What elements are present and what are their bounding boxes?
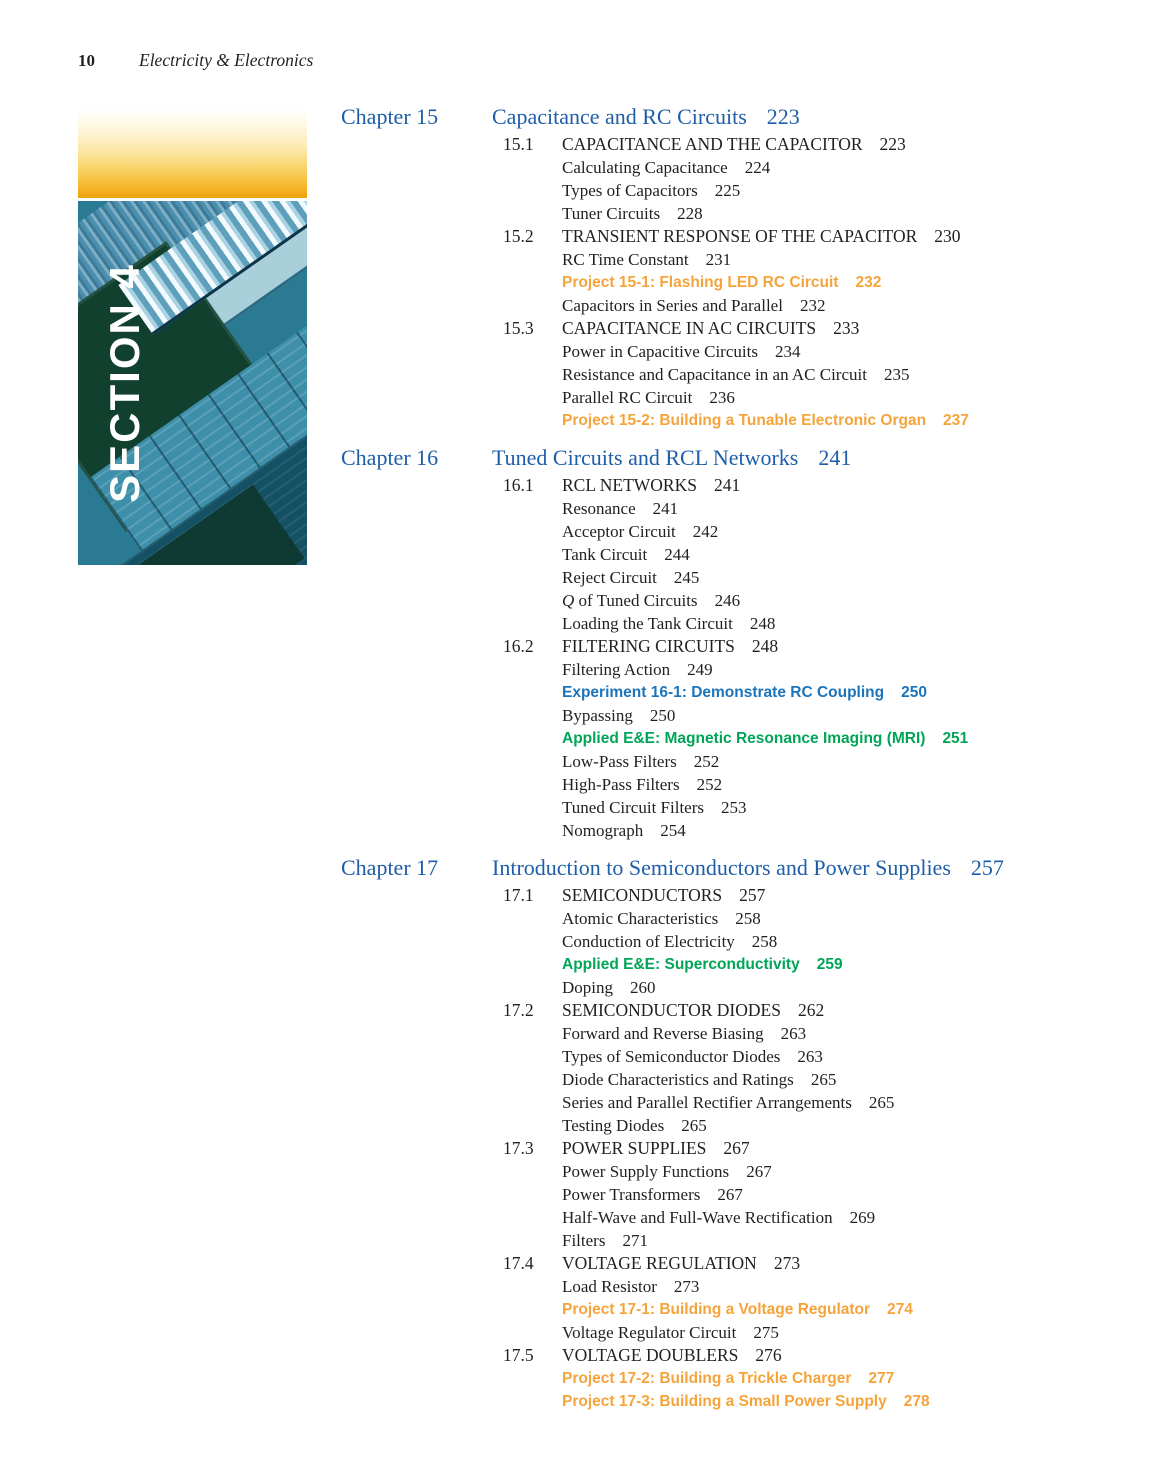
entry-title: RC Time Constant <box>562 250 689 269</box>
toc-entry <box>503 1321 1141 1344</box>
entry-title: Project 15-1: Flashing LED RC Circuit <box>562 274 839 291</box>
entry-page: 267 <box>717 1185 743 1204</box>
toc-entry <box>503 930 1141 953</box>
entry-page: 246 <box>714 591 741 610</box>
entry-title: POWER SUPPLIES <box>562 1138 707 1158</box>
entry-title: SEMICONDUCTOR DIODES <box>562 1000 781 1020</box>
entry-number: 17.1 <box>503 885 534 905</box>
entry-page: 267 <box>746 1162 772 1181</box>
toc-entry <box>503 248 1141 271</box>
entry-page: 267 <box>723 1138 750 1158</box>
entry-page: 236 <box>709 388 735 407</box>
toc-entry <box>503 1390 1141 1413</box>
book-title: Electricity & Electronics <box>139 50 314 70</box>
entry-page: 225 <box>714 181 741 200</box>
entry-title: Power Transformers <box>562 1185 701 1204</box>
entry-number: 17.4 <box>503 1253 534 1273</box>
entry-title: Project 17-2: Building a Trickle Charger <box>562 1370 852 1387</box>
chapter-label: Chapter 15 <box>341 104 439 129</box>
entry-title: Conduction of Electricity <box>562 932 735 951</box>
chapter-label: Chapter 17 <box>341 855 439 880</box>
chapter-page: 257 <box>970 855 1004 880</box>
entry-title: Doping <box>562 978 613 997</box>
section-banner <box>78 110 307 565</box>
toc-entry <box>503 1344 1141 1367</box>
toc-entry <box>503 340 1141 363</box>
entry-title: CAPACITANCE AND THE CAPACITOR <box>562 134 863 154</box>
page-number: 10 <box>78 51 95 70</box>
entry-title: Voltage Regulator Circuit <box>562 1323 737 1342</box>
entry-page: 252 <box>696 775 723 794</box>
entry-number: 15.2 <box>503 226 534 246</box>
entry-title: Resistance and Capacitance in an AC Circuit <box>562 365 867 384</box>
entry-title: RCL NETWORKS <box>562 475 697 495</box>
toc-entry <box>503 750 1141 773</box>
entry-number: 17.3 <box>503 1138 534 1158</box>
toc-entry <box>503 133 1141 156</box>
entry-page: 273 <box>673 1277 700 1296</box>
entry-page: 273 <box>773 1253 801 1273</box>
entry-page: 223 <box>879 134 906 154</box>
toc-entry <box>503 589 1141 612</box>
entry-page: 276 <box>755 1345 782 1365</box>
entry-page: 245 <box>673 568 700 587</box>
entry-title: Series and Parallel Rectifier Arrangements <box>562 1093 852 1112</box>
toc-entry <box>503 317 1141 340</box>
entry-title: Acceptor Circuit <box>562 522 676 541</box>
entry-page: 269 <box>849 1208 876 1227</box>
toc-entry <box>503 1160 1141 1183</box>
entry-title: SEMICONDUCTORS <box>562 885 723 905</box>
toc-entry <box>503 497 1141 520</box>
entry-number: 17.2 <box>503 1000 534 1020</box>
toc-entry <box>503 520 1141 543</box>
entry-title: Nomograph <box>562 821 644 840</box>
entry-title: Load Resistor <box>562 1277 657 1296</box>
toc-entry <box>503 635 1141 658</box>
entry-page: 278 <box>903 1393 930 1410</box>
chapter-entries <box>341 133 1141 432</box>
entry-title: Tank Circuit <box>562 545 648 564</box>
entry-number: 15.3 <box>503 318 534 338</box>
chapter-heading <box>341 445 1141 471</box>
entry-title: Applied E&E: Magnetic Resonance Imaging (MRI) <box>562 730 926 747</box>
toc-entry <box>503 363 1141 386</box>
chapter-heading <box>341 104 1141 130</box>
toc-entry <box>503 1045 1141 1068</box>
toc-chapter <box>341 104 1141 432</box>
entry-page: 265 <box>681 1116 707 1135</box>
entry-page: 250 <box>649 706 676 725</box>
toc-entry <box>503 386 1141 409</box>
entry-page: 258 <box>735 909 761 928</box>
toc-entry <box>503 1298 1141 1321</box>
toc-entry <box>503 543 1141 566</box>
entry-title: VOLTAGE REGULATION <box>562 1253 757 1273</box>
entry-page: 231 <box>705 250 732 269</box>
entry-title: Low-Pass Filters <box>562 752 677 771</box>
toc-entry <box>503 225 1141 248</box>
entry-page: 250 <box>901 684 927 701</box>
toc-chapter <box>341 445 1141 842</box>
entry-page: 241 <box>652 499 679 518</box>
toc-entry <box>503 1229 1141 1252</box>
entry-page: 258 <box>751 932 778 951</box>
entry-title: Calculating Capacitance <box>562 158 728 177</box>
entry-title: Forward and Reverse Biasing <box>562 1024 764 1043</box>
entry-title: CAPACITANCE IN AC CIRCUITS <box>562 318 817 338</box>
toc-entry <box>503 566 1141 589</box>
entry-title: Tuned Circuit Filters <box>562 798 704 817</box>
entry-page: 232 <box>799 296 826 315</box>
chapter-entries <box>341 884 1141 1413</box>
entry-page: 262 <box>797 1000 825 1020</box>
entry-title: Testing Diodes <box>562 1116 665 1135</box>
toc-entry <box>503 1114 1141 1137</box>
entry-title: Bypassing <box>562 706 633 725</box>
entry-number: 17.5 <box>503 1345 534 1365</box>
entry-page: 263 <box>780 1024 807 1043</box>
toc-entry <box>503 658 1141 681</box>
toc-entry <box>503 409 1141 432</box>
entry-title: Atomic Characteristics <box>562 909 719 928</box>
entry-page: 224 <box>744 158 771 177</box>
toc-entry <box>503 796 1141 819</box>
entry-title: Q of Tuned Circuits <box>562 591 698 610</box>
toc-entry <box>503 727 1141 750</box>
toc-entry <box>503 1206 1141 1229</box>
toc-entry <box>503 271 1141 294</box>
toc-entry <box>503 474 1141 497</box>
entry-number: 15.1 <box>503 134 534 154</box>
entry-title: High-Pass Filters <box>562 775 680 794</box>
entry-title: Resonance <box>562 499 636 518</box>
entry-page: 248 <box>751 636 779 656</box>
entry-page: 235 <box>883 365 910 384</box>
entry-title: Project 17-1: Building a Voltage Regulator <box>562 1301 871 1318</box>
entry-page: 251 <box>942 730 969 747</box>
toc-entry <box>503 999 1141 1022</box>
toc-entry <box>503 1367 1141 1390</box>
toc-entry <box>503 1091 1141 1114</box>
entry-title: Power in Capacitive Circuits <box>562 342 758 361</box>
entry-page: 277 <box>868 1370 895 1387</box>
entry-title: TRANSIENT RESPONSE OF THE CAPACITOR <box>562 226 918 246</box>
entry-title: Applied E&E: Superconductivity <box>562 956 800 973</box>
toc-entry <box>503 773 1141 796</box>
toc-entry <box>503 976 1141 999</box>
entry-title: Tuner Circuits <box>562 204 661 223</box>
entry-page: 232 <box>855 274 882 291</box>
section-label-holder <box>78 201 307 565</box>
entry-page: 274 <box>887 1301 913 1318</box>
entry-page: 254 <box>660 821 686 840</box>
entry-number: 16.1 <box>503 475 534 495</box>
entry-title: Capacitors in Series and Parallel <box>562 296 783 315</box>
chapter-heading <box>341 855 1141 881</box>
entry-title-italic: Q <box>562 591 575 610</box>
chapter-title: Capacitance and RC Circuits <box>492 104 747 129</box>
toc-entry <box>503 704 1141 727</box>
section-label: SECTION 4 <box>100 263 148 503</box>
toc-entry <box>503 1137 1141 1160</box>
entry-title: Types of Capacitors <box>562 181 698 200</box>
entry-title: Reject Circuit <box>562 568 657 587</box>
toc-entry <box>503 953 1141 976</box>
entry-page: 252 <box>693 752 720 771</box>
entry-page: 263 <box>797 1047 823 1066</box>
entry-title: Filtering Action <box>562 660 671 679</box>
toc-entry <box>503 179 1141 202</box>
gradient-banner <box>78 110 307 198</box>
entry-title: Experiment 16-1: Demonstrate RC Coupling <box>562 684 885 701</box>
entry-title: Parallel RC Circuit <box>562 388 693 407</box>
chip-photo <box>78 201 307 565</box>
chapter-title: Introduction to Semiconductors and Power Supplies <box>492 855 951 880</box>
toc-entry <box>503 819 1141 842</box>
entry-title: Loading the Tank Circuit <box>562 614 733 633</box>
entry-page: 265 <box>810 1070 837 1089</box>
toc-entry <box>503 1022 1141 1045</box>
toc-chapter <box>341 855 1141 1413</box>
chapter-title: Tuned Circuits and RCL Networks <box>492 445 799 470</box>
toc-entry <box>503 907 1141 930</box>
entry-title: VOLTAGE DOUBLERS <box>562 1345 739 1365</box>
toc-entry <box>503 1068 1141 1091</box>
entry-page: 233 <box>833 318 860 338</box>
chapter-page: 241 <box>818 445 852 470</box>
chapter-label: Chapter 16 <box>341 445 439 470</box>
entry-number: 16.2 <box>503 636 534 656</box>
toc-entry <box>503 202 1141 225</box>
toc-entry <box>503 294 1141 317</box>
running-head <box>78 50 313 71</box>
entry-title: Diode Characteristics and Ratings <box>562 1070 794 1089</box>
entry-page: 241 <box>713 475 741 495</box>
entry-title: Types of Semiconductor Diodes <box>562 1047 781 1066</box>
toc-entry <box>503 884 1141 907</box>
entry-page: 244 <box>664 545 690 564</box>
toc-entry <box>503 1183 1141 1206</box>
entry-page: 228 <box>677 204 703 223</box>
entry-page: 253 <box>721 798 747 817</box>
entry-page: 237 <box>943 412 969 429</box>
entry-page: 242 <box>692 522 719 541</box>
chapter-page: 223 <box>766 104 800 129</box>
entry-page: 230 <box>934 226 961 246</box>
entry-page: 248 <box>749 614 776 633</box>
entry-title: Project 17-3: Building a Small Power Supply <box>562 1393 887 1410</box>
entry-page: 275 <box>753 1323 779 1342</box>
entry-page: 260 <box>630 978 656 997</box>
entry-page: 249 <box>687 660 713 679</box>
entry-page: 234 <box>774 342 801 361</box>
toc-entry <box>503 1275 1141 1298</box>
entry-page: 257 <box>739 885 766 905</box>
toc <box>341 104 1141 1413</box>
entry-title: Project 15-2: Building a Tunable Electronic Organ <box>562 412 927 429</box>
entry-title: Power Supply Functions <box>562 1162 730 1181</box>
toc-entry <box>503 156 1141 179</box>
entry-title: FILTERING CIRCUITS <box>562 636 735 656</box>
entry-title: Half-Wave and Full-Wave Rectification <box>562 1208 833 1227</box>
toc-entry <box>503 1252 1141 1275</box>
entry-page: 265 <box>868 1093 895 1112</box>
toc-entry <box>503 612 1141 635</box>
entry-page: 259 <box>816 956 843 973</box>
chapter-entries <box>341 474 1141 842</box>
entry-page: 271 <box>622 1231 648 1250</box>
entry-title: Filters <box>562 1231 606 1250</box>
toc-entry <box>503 681 1141 704</box>
